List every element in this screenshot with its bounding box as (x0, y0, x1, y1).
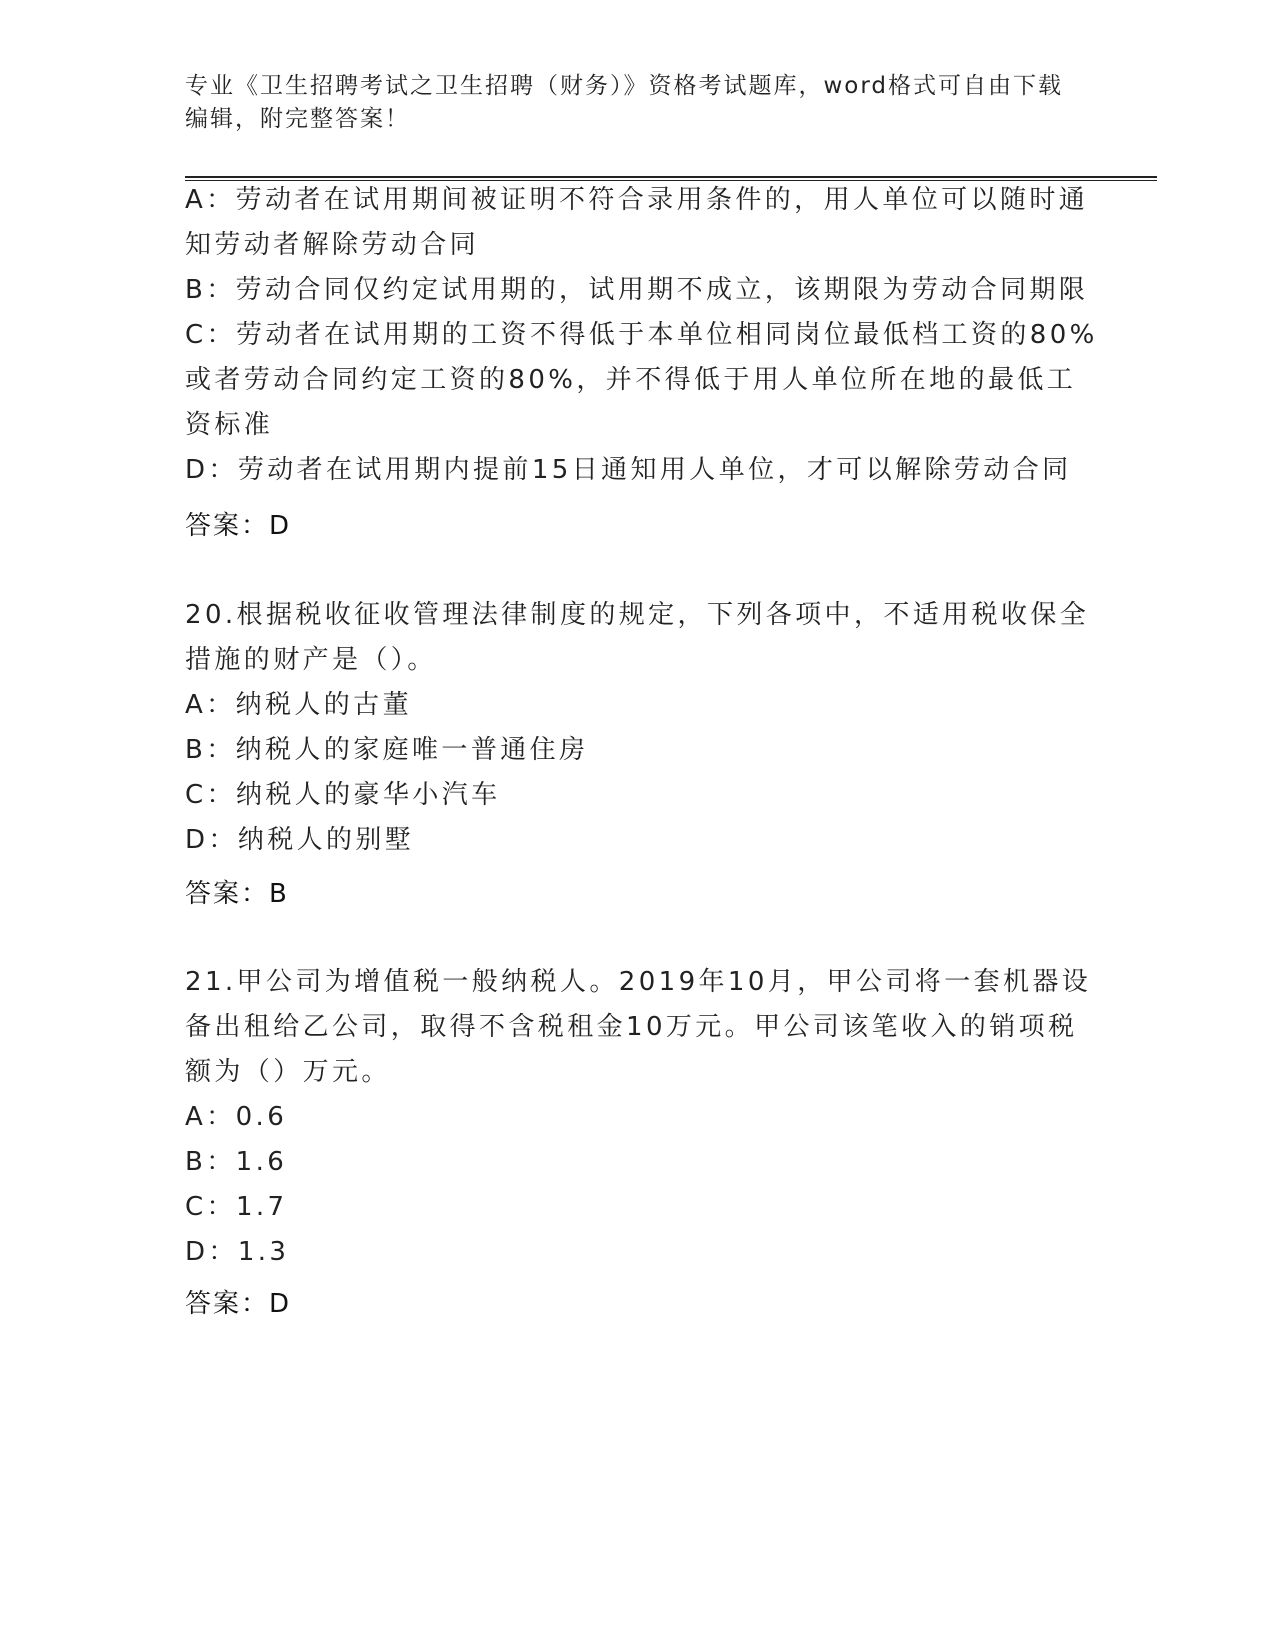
q19-option-a-line-2: 知劳动者解除劳动合同 (185, 230, 480, 260)
q20-question-line-1: 20.根据税收征收管理法律制度的规定，下列各项中，不适用税收保全 (185, 600, 1090, 630)
q21-question-line-1: 21.甲公司为增值税一般纳税人。2019年10月，甲公司将一套机器设 (185, 967, 1092, 997)
q19-option-c-line-2: 或者劳动合同约定工资的80%，并不得低于用人单位所在地的最低工 (185, 365, 1077, 395)
q20-option-d: D：纳税人的别墅 (185, 825, 415, 855)
q21-question-line-2: 备出租给乙公司，取得不含税租金10万元。甲公司该笔收入的销项税 (185, 1012, 1078, 1042)
question-20 (185, 593, 1090, 863)
q20-answer: 答案：B (185, 879, 289, 909)
q20-option-c: C：纳税人的豪华小汽车 (185, 780, 501, 810)
q21-option-c: C：1.7 (185, 1192, 288, 1222)
q19-option-d: D：劳动者在试用期内提前15日通知用人单位，才可以解除劳动合同 (185, 455, 1072, 485)
q20-option-b: B：纳税人的家庭唯一普通住房 (185, 735, 589, 765)
q19-option-c-line-3: 资标准 (185, 410, 274, 440)
q20-option-a: A：纳税人的古董 (185, 690, 412, 720)
q21-option-a: A：0.6 (185, 1102, 288, 1132)
question-21 (185, 960, 1092, 1275)
q19-answer: 答案：D (185, 511, 292, 541)
document-header (185, 70, 1085, 136)
header-line-2: 编辑，附完整答案！ (185, 106, 410, 132)
q19-option-c-line-1: C：劳动者在试用期的工资不得低于本单位相同岗位最低档工资的80% (185, 320, 1098, 350)
question-19-options (185, 178, 1098, 493)
q21-question-line-3: 额为（）万元。 (185, 1057, 391, 1087)
q20-question-line-2: 措施的财产是（）。 (185, 645, 437, 675)
q21-answer: 答案：D (185, 1289, 292, 1319)
q19-option-b: B：劳动合同仅约定试用期的，试用期不成立，该期限为劳动合同期限 (185, 275, 1089, 305)
q21-option-b: B：1.6 (185, 1147, 288, 1177)
q19-option-a-line-1: A：劳动者在试用期间被证明不符合录用条件的，用人单位可以随时通 (185, 185, 1089, 215)
header-line-1: 专业《卫生招聘考试之卫生招聘（财务）》资格考试题库，word格式可自由下载 (185, 73, 1064, 99)
q21-option-d: D：1.3 (185, 1237, 290, 1267)
